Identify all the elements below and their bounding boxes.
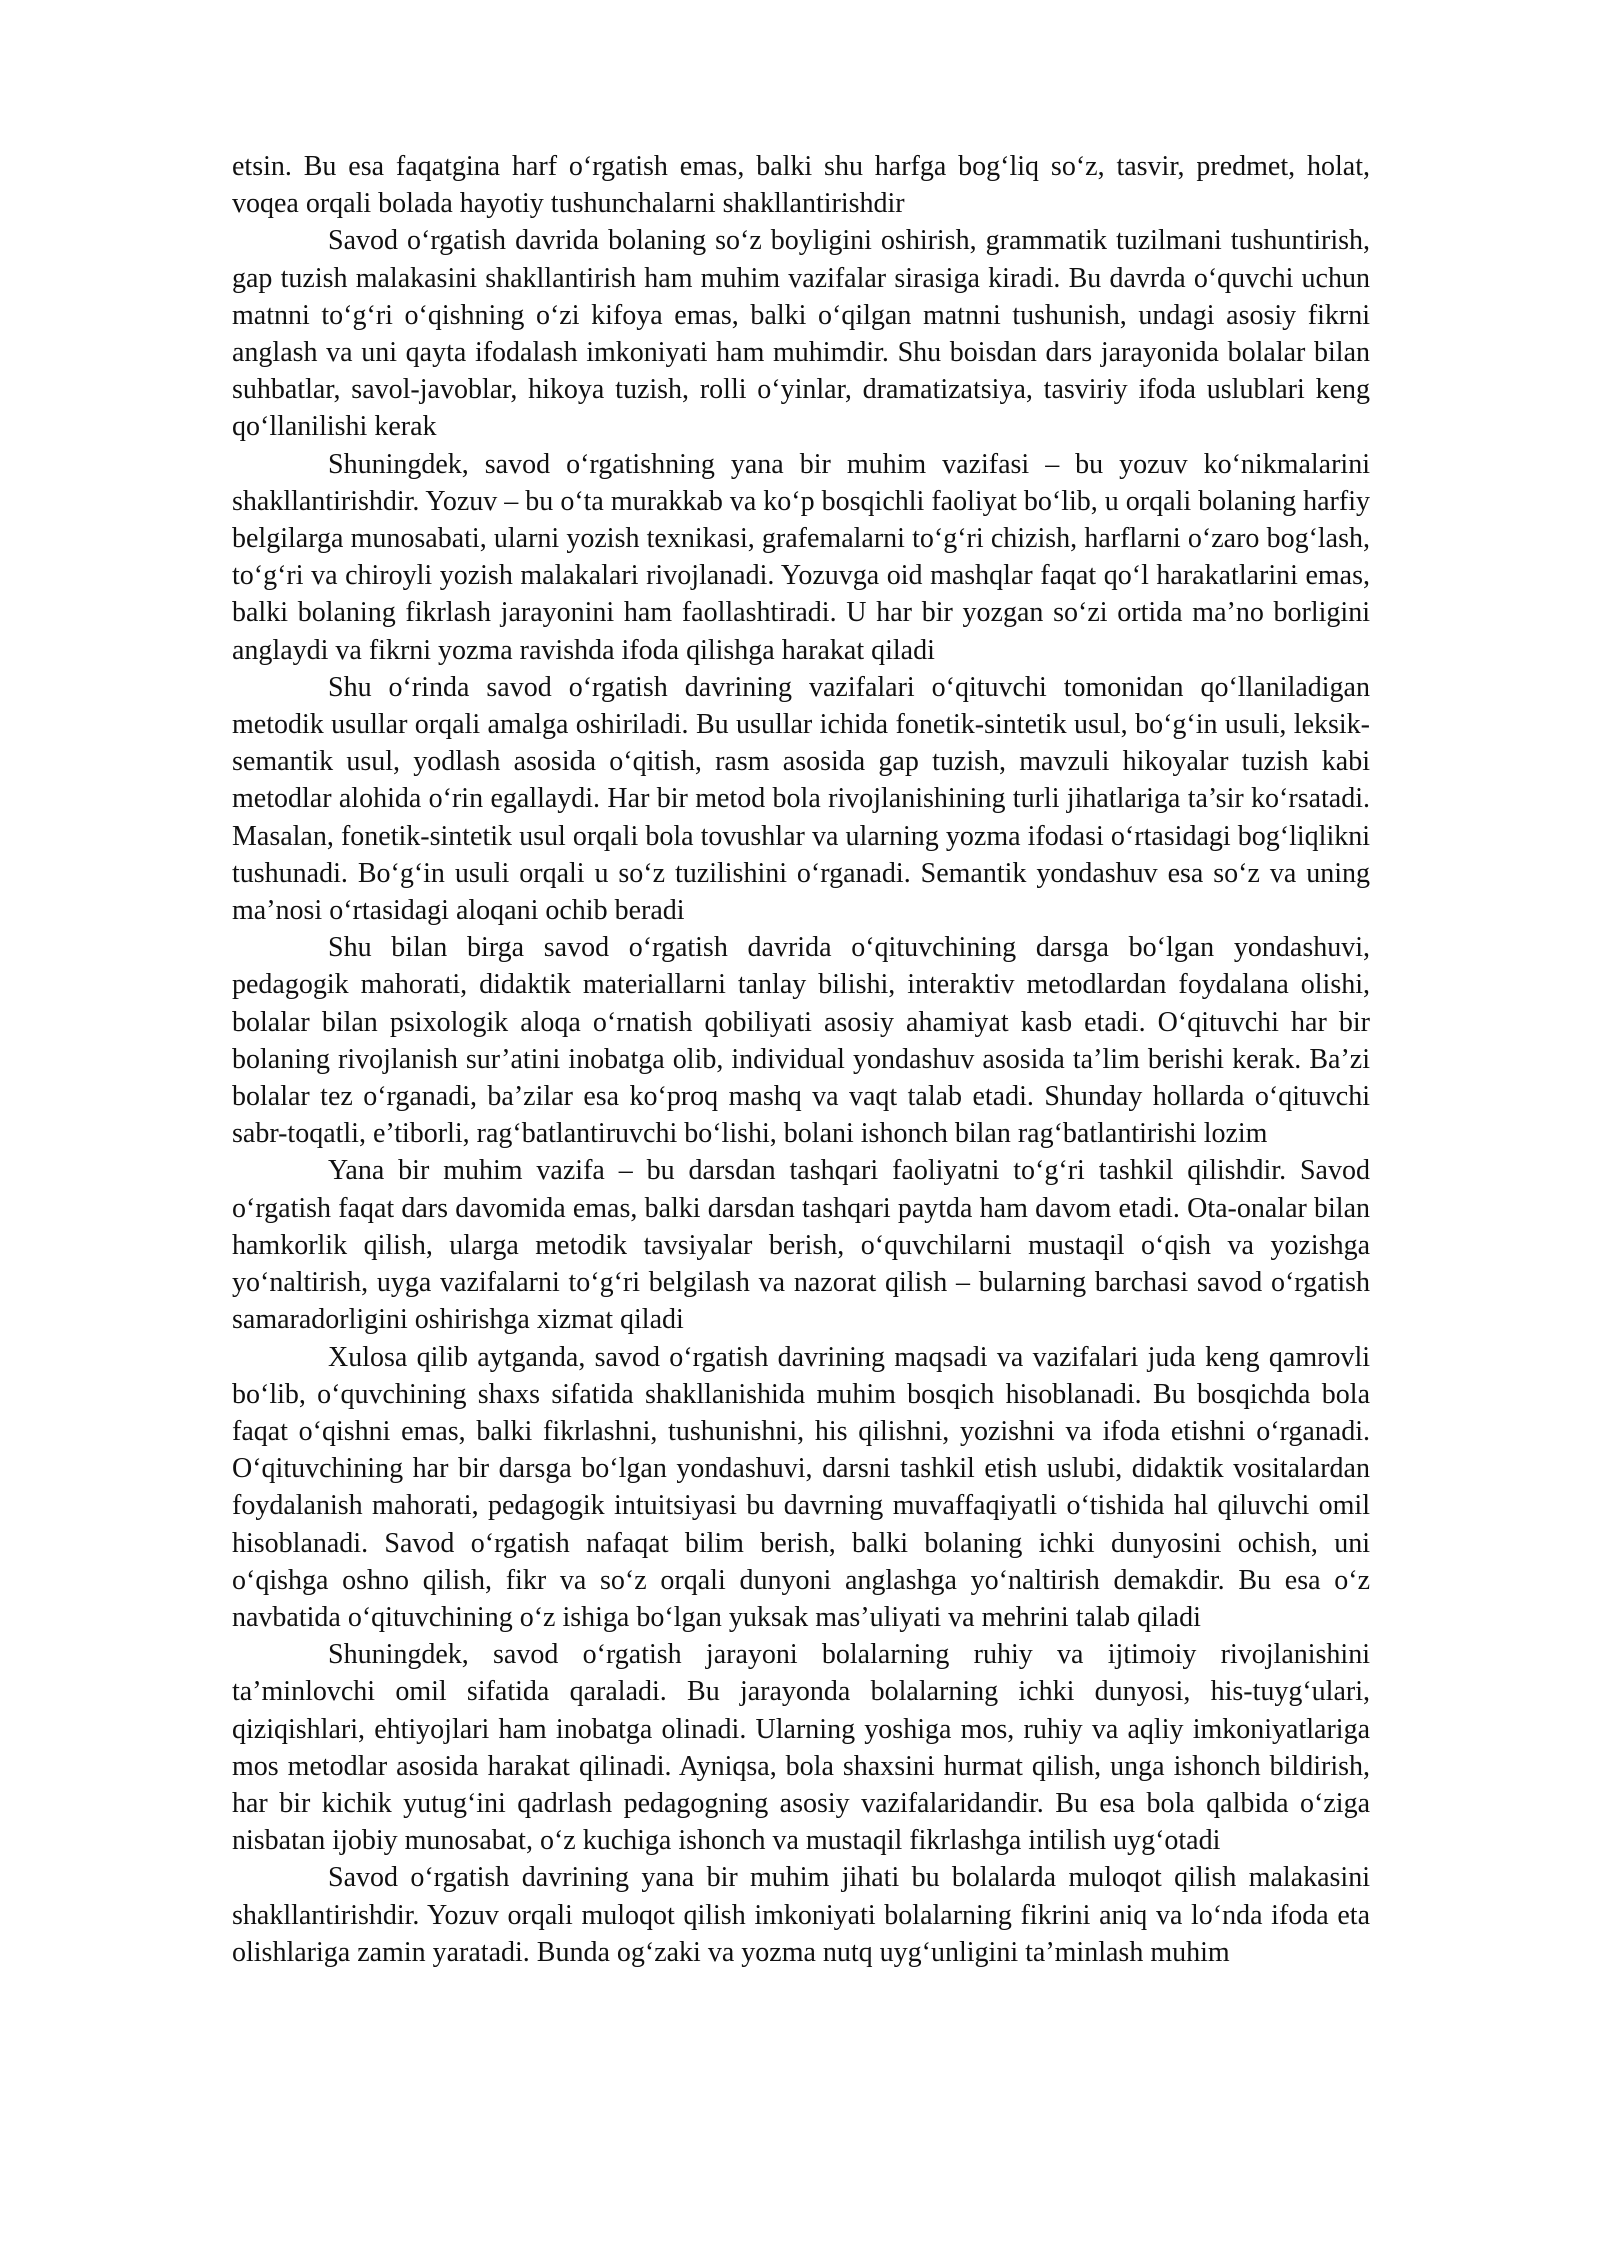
- document-page: [232, 148, 1370, 1971]
- paragraph-continuation: etsin. Bu esa faqatgina harf o‘rgatish emas, balki shu harfga bog‘liq so‘z, tasvir, predmet, holat, voqea orqali bolada hayotiy tushunchalarni shakllantirishdir: [232, 151, 1370, 220]
- paragraph-teacher-approach: Shu bilan birga savod o‘rgatish davrida o‘qituvchining darsga bo‘lgan yondashuvi, pedagogik mahorati, didaktik materiallarni tanlay bilishi, interaktiv metodlardan foydalana olishi, bolalar bilan psixologik aloqa o‘rnatish qobiliyati asosiy ahamiyat kasb etadi. O‘qituvchi har bir bolaning rivojlanish sur’atini inobatga olib, individual yondashuv asosida ta’lim berishi kerak. Ba’zi bolalar tez o‘rganadi, ba’zilar esa ko‘proq mashq va vaqt talab etadi. Shunday hollarda o‘qituvchi sabr-toqatli, e’tiborli, rag‘batlantiruvchi bo‘lishi, bolani ishonch bilan rag‘batlantirishi lozim: [232, 932, 1370, 1150]
- paragraph-conclusion: Xulosa qilib aytganda, savod o‘rgatish davrining maqsadi va vazifalari juda keng qamrovli bo‘lib, o‘quvchining shaxs sifatida shakllanishida muhim bosqich hisoblanadi. Bu bosqichda bola faqat o‘qishni emas, balki fikrlashni, tushunishni, his qilishni, yozishni va ifoda etishni o‘rganadi. O‘qituvchining har bir darsga bo‘lgan yondashuvi, darsni tashkil etish uslubi, didaktik vositalardan foydalanish mahorati, pedagogik intuitsiyasi bu davrning muvaffaqiyatli o‘tishida hal qiluvchi omil hisoblanadi. Savod o‘rgatish nafaqat bilim berish, balki bolaning ichki dunyosini ochish, uni o‘qishga oshno qilish, fikr va so‘z orqali dunyoni anglashga yo‘naltirish demakdir. Bu esa o‘z navbatida o‘qituvchining o‘z ishiga bo‘lgan yuksak mas’uliyati va mehrini talab qiladi: [232, 1341, 1370, 1633]
- paragraph-social-development: Shuningdek, savod o‘rgatish jarayoni bolalarning ruhiy va ijtimoiy rivojlanishini ta’minlovchi omil sifatida qaraladi. Bu jarayonda bolalarning ichki dunyosi, his-tuyg‘ulari, qiziqishlari, ehtiyojlari ham inobatga olinadi. Ularning yoshiga mos, ruhiy va aqliy imkoniyatlariga mos metodlar asosida harakat qilinadi. Ayniqsa, bola shaxsini hurmat qilish, unga ishonch bildirish, har bir kichik yutug‘ini qadrlash pedagogning asosiy vazifalaridandir. Bu esa bola qalbida o‘ziga nisbatan ijobiy munosabat, o‘z kuchiga ishonch va mustaqil fikrlashga intilish uyg‘otadi: [232, 1639, 1370, 1857]
- paragraph-vocabulary-grammar: Savod o‘rgatish davrida bolaning so‘z boyligini oshirish, grammatik tuzilmani tushuntirish, gap tuzish malakasini shakllantirish ham muhim vazifalar sirasiga kiradi. Bu davrda o‘quvchi uchun matnni to‘g‘ri o‘qishning o‘zi kifoya emas, balki o‘qilgan matnni tushunish, undagi asosiy fikrni anglash va uni qayta ifodalash imkoniyati ham muhimdir. Shu boisdan dars jarayonida bolalar bilan suhbatlar, savol-javoblar, hikoya tuzish, rolli o‘yinlar, dramatizatsiya, tasviriy ifoda uslublari keng qo‘llanilishi kerak: [232, 225, 1370, 443]
- paragraph-communication: Savod o‘rgatish davrining yana bir muhim jihati bu bolalarda muloqot qilish malakasini shakllantirishdir. Yozuv orqali muloqot qilish imkoniyati bolalarning fikrini aniq va lo‘nda ifoda eta olishlariga zamin yaratadi. Bunda og‘zaki va yozma nutq uyg‘unligini ta’minlash muhim: [232, 1862, 1370, 1968]
- paragraph-writing-skills: Shuningdek, savod o‘rgatishning yana bir muhim vazifasi – bu yozuv ko‘nikmalarini shakllantirishdir. Yozuv – bu o‘ta murakkab va ko‘p bosqichli faoliyat bo‘lib, u orqali bolaning harfiy belgilarga munosabati, ularni yozish texnikasi, grafemalarni to‘g‘ri chizish, harflarni o‘zaro bog‘lash, to‘g‘ri va chiroyli yozish malakalari rivojlanadi. Yozuvga oid mashqlar faqat qo‘l harakatlarini emas, balki bolaning fikrlash jarayonini ham faollashtiradi. U har bir yozgan so‘zi ortida ma’no borligini anglaydi va fikrni yozma ravishda ifoda qilishga harakat qiladi: [232, 448, 1370, 666]
- paragraph-methods: Shu o‘rinda savod o‘rgatish davrining vazifalari o‘qituvchi tomonidan qo‘llaniladigan metodik usullar orqali amalga oshiriladi. Bu usullar ichida fonetik-sintetik usul, bo‘g‘in usuli, leksik-semantik usul, yodlash asosida o‘qitish, rasm asosida gap tuzish, mavzuli hikoyalar tuzish kabi metodlar alohida o‘rin egallaydi. Har bir metod bola rivojlanishining turli jihatlariga ta’sir ko‘rsatadi. Masalan, fonetik-sintetik usul orqali bola tovushlar va ularning yozma ifodasi o‘rtasidagi bog‘liqlikni tushunadi. Bo‘g‘in usuli orqali u so‘z tuzilishini o‘rganadi. Semantik yondashuv esa so‘z va uning ma’nosi o‘rtasidagi aloqani ochib beradi: [232, 671, 1370, 927]
- paragraph-extracurricular: Yana bir muhim vazifa – bu darsdan tashqari faoliyatni to‘g‘ri tashkil qilishdir. Savod o‘rgatish faqat dars davomida emas, balki darsdan tashqari paytda ham davom etadi. Ota-onalar bilan hamkorlik qilish, ularga metodik tavsiyalar berish, o‘quvchilarni mustaqil o‘qish va yozishga yo‘naltirish, uyga vazifalarni to‘g‘ri belgilash va nazorat qilish – bularning barchasi savod o‘rgatish samaradorligini oshirishga xizmat qiladi: [232, 1155, 1370, 1336]
